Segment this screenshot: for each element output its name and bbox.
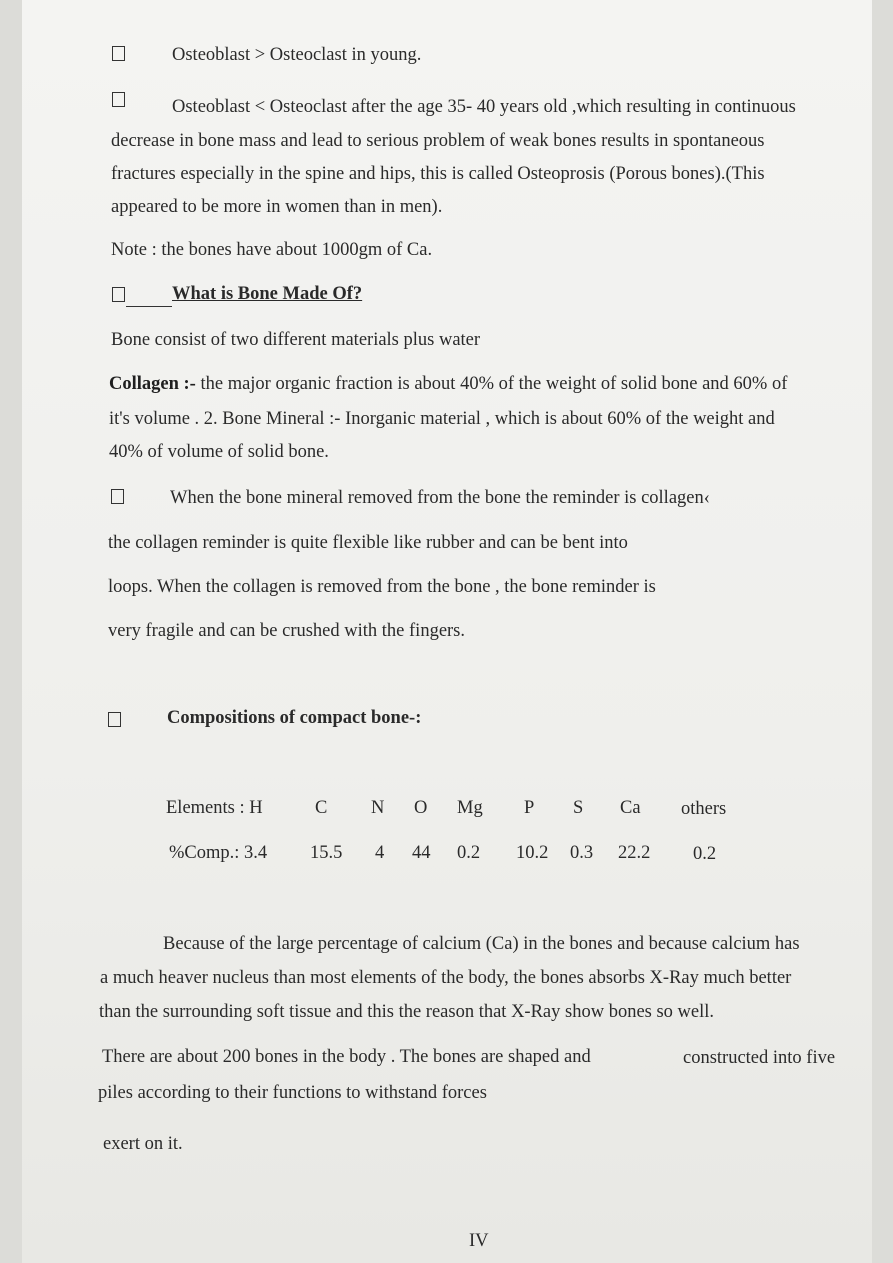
bullet-box bbox=[112, 287, 125, 302]
para1-line3: fractures especially in the spine and hips, this is called Osteoprosis (Porous bones).(This bbox=[111, 164, 765, 184]
para1-line2: decrease in bone mass and lead to serious problem of weak bones results in spontaneous bbox=[111, 131, 765, 151]
collagen-text: the major organic fraction is about 40% of the weight of solid bone and 60% of bbox=[195, 374, 788, 394]
value-cell: 10.2 bbox=[516, 843, 549, 863]
element-cell: C bbox=[315, 798, 328, 818]
value-cell: 0.2 bbox=[693, 844, 717, 864]
calcium-line2: a much heaver nucleus than most elements of the body, the bones absorbs X-Ray much better bbox=[100, 968, 792, 988]
page-number: IV bbox=[469, 1231, 489, 1251]
value-cell: 44 bbox=[412, 843, 431, 863]
calcium-line3: than the surrounding soft tissue and this the reason that X-Ray show bones so well. bbox=[99, 1002, 715, 1022]
mineral-line2: the collagen reminder is quite flexible like rubber and can be bent into bbox=[108, 533, 628, 553]
calcium-line1: Because of the large percentage of calcium (Ca) in the bones and because calcium has bbox=[163, 934, 800, 954]
note-line: Note : the bones have about 1000gm of Ca. bbox=[111, 240, 433, 260]
value-cell: 0.3 bbox=[570, 843, 594, 863]
para1-line4: appeared to be more in women than in men). bbox=[111, 197, 443, 217]
element-cell: P bbox=[524, 798, 535, 818]
mineral-line3: loops. When the collagen is removed from the bone , the bone reminder is bbox=[108, 577, 656, 597]
underline-spacer bbox=[126, 284, 172, 307]
bullet-box bbox=[112, 46, 125, 61]
collagen-line3: 40% of volume of solid bone. bbox=[109, 442, 329, 462]
bullet-box bbox=[108, 712, 121, 727]
bullet-box bbox=[111, 489, 124, 504]
element-cell: S bbox=[573, 798, 584, 818]
table-row1-label: Elements : H bbox=[166, 798, 263, 818]
collagen-line2: it's volume . 2. Bone Mineral :- Inorganic material , which is about 60% of the weight and bbox=[109, 409, 775, 429]
bones-line3: exert on it. bbox=[103, 1134, 183, 1154]
bones-line2: piles according to their functions to withstand forces bbox=[98, 1083, 487, 1103]
collagen-label: Collagen :- bbox=[109, 374, 196, 394]
heading-compositions: Compositions of compact bone-: bbox=[167, 708, 422, 728]
heading-what-is-bone-made-of: What is Bone Made Of? bbox=[172, 284, 363, 304]
element-cell: others bbox=[681, 799, 727, 819]
bullet-box bbox=[112, 92, 125, 107]
bones-line1b: constructed into five bbox=[683, 1048, 836, 1068]
bullet-osteoblast-young: Osteoblast > Osteoclast in young. bbox=[172, 45, 422, 65]
value-cell: 0.2 bbox=[457, 843, 481, 863]
para1-line1: Osteoblast < Osteoclast after the age 35- 40 years old ,which resulting in continuous bbox=[172, 97, 796, 117]
element-cell: N bbox=[371, 798, 385, 818]
element-cell: O bbox=[414, 798, 428, 818]
collagen-line1 bbox=[109, 374, 787, 395]
document-page bbox=[22, 0, 872, 1263]
value-cell: 15.5 bbox=[310, 843, 343, 863]
table-row2-label: %Comp.: 3.4 bbox=[169, 843, 268, 863]
consist-line: Bone consist of two different materials plus water bbox=[111, 330, 481, 350]
element-cell: Ca bbox=[620, 798, 641, 818]
bones-line1a: There are about 200 bones in the body . The bones are shaped and bbox=[102, 1047, 591, 1067]
value-cell: 4 bbox=[375, 843, 385, 863]
element-cell: Mg bbox=[457, 798, 483, 818]
mineral-line4: very fragile and can be crushed with the fingers. bbox=[108, 621, 466, 641]
mineral-line1: When the bone mineral removed from the bone the reminder is collagen‹ bbox=[170, 488, 710, 508]
value-cell: 22.2 bbox=[618, 843, 651, 863]
